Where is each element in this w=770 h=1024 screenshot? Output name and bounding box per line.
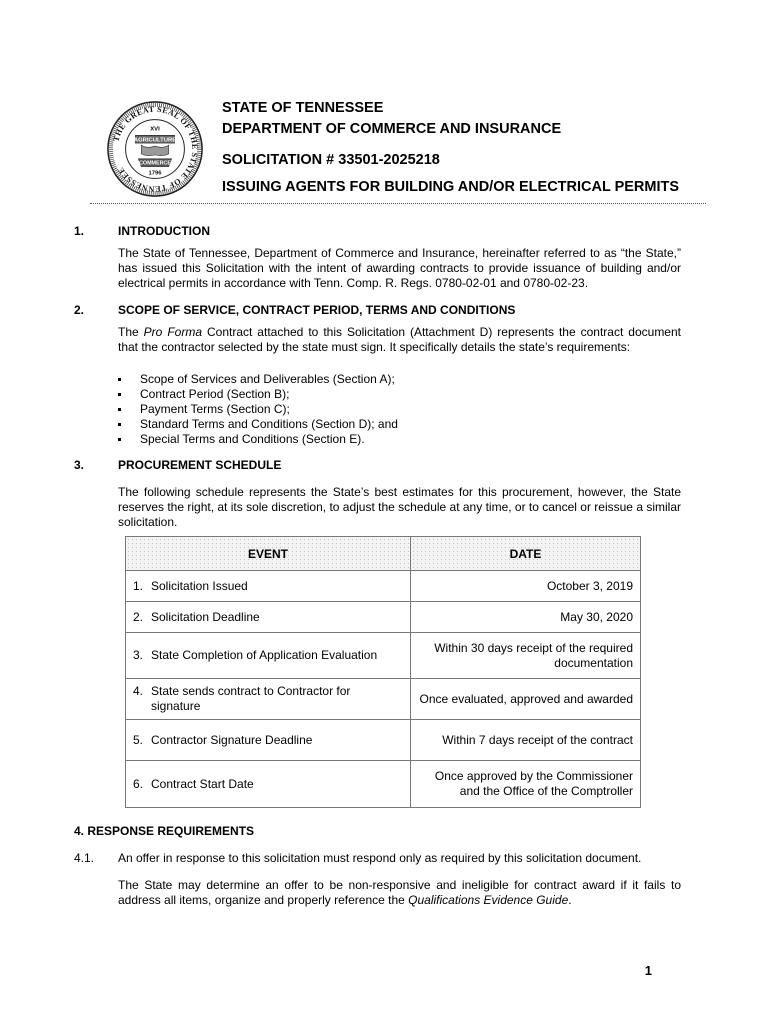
event-text: Solicitation Deadline bbox=[151, 609, 260, 624]
event-text: Contractor Signature Deadline bbox=[151, 732, 313, 747]
section-2-body-italic: Pro Forma bbox=[143, 325, 202, 339]
date-cell: Within 7 days receipt of the contract bbox=[411, 720, 641, 761]
tennessee-seal-logo bbox=[106, 100, 204, 198]
seal-agriculture: AGRICULTURE bbox=[133, 137, 177, 144]
table-row bbox=[126, 602, 641, 633]
date-cell: Once approved by the Commissioner and the Office of the Comptroller bbox=[411, 761, 641, 808]
table-row bbox=[126, 633, 641, 679]
section-1-number: 1. bbox=[74, 224, 85, 238]
solicitation-number: SOLICITATION # 33501-2025218 bbox=[222, 152, 440, 168]
solicitation-subject: ISSUING AGENTS FOR BUILDING AND/OR ELECTRICAL PERMITS bbox=[222, 179, 680, 195]
bullet-item: Payment Terms (Section C); bbox=[118, 402, 398, 417]
event-cell bbox=[126, 761, 411, 808]
bullet-item: Standard Terms and Conditions (Section D); and bbox=[118, 417, 398, 432]
event-number: 1. bbox=[133, 578, 144, 593]
column-header-event: EVENT bbox=[126, 537, 411, 571]
event-number: 2. bbox=[133, 609, 144, 624]
section-2-body-post: Contract attached to this Solicitation (Attachment D) represents the contract document that the contractor selected by the state must sign. It specifically details the state’s requirements: bbox=[118, 325, 681, 354]
section-2-title: SCOPE OF SERVICE, CONTRACT PERIOD, TERMS AND CONDITIONS bbox=[118, 303, 516, 317]
section-2-number: 2. bbox=[74, 303, 85, 317]
seal-xvi: XVI bbox=[150, 126, 160, 133]
date-cell: Once evaluated, approved and awarded bbox=[411, 679, 641, 720]
date-cell: October 3, 2019 bbox=[411, 571, 641, 602]
table-row bbox=[126, 571, 641, 602]
event-number: 4. bbox=[133, 684, 144, 698]
table-header-row bbox=[126, 537, 641, 571]
event-number: 6. bbox=[133, 776, 144, 791]
seal-commerce: COMMERCE bbox=[139, 160, 171, 167]
item-4-1-number: 4.1. bbox=[74, 851, 95, 865]
section-4-para-post: . bbox=[568, 893, 572, 907]
department-title: DEPARTMENT OF COMMERCE AND INSURANCE bbox=[222, 121, 562, 137]
state-title: STATE OF TENNESSEE bbox=[222, 100, 384, 116]
table-row bbox=[126, 679, 641, 720]
table-row bbox=[126, 720, 641, 761]
section-2-body-pre: The bbox=[118, 325, 144, 339]
section-1-title: INTRODUCTION bbox=[118, 224, 210, 238]
event-number: 3. bbox=[133, 648, 144, 662]
section-1-body: The State of Tennessee, Department of Commerce and Insurance, hereinafter referred to as “the State,” has issued this Solicitation with the intent of awarding contracts to provide issuance of building and/or electrical permits in accordance with Tenn. Comp. R. Regs. 0780-02-01 and 0780-02-23. bbox=[118, 246, 681, 290]
section-2-body bbox=[118, 325, 681, 355]
header-divider bbox=[90, 203, 706, 204]
section-4-title: 4. RESPONSE REQUIREMENTS bbox=[74, 824, 255, 838]
date-cell: May 30, 2020 bbox=[411, 602, 641, 633]
page-number: 1 bbox=[644, 963, 652, 978]
event-text: State Completion of Application Evaluation bbox=[151, 648, 378, 662]
column-header-date: DATE bbox=[411, 537, 641, 571]
section-3-number: 3. bbox=[74, 458, 85, 472]
event-cell bbox=[126, 602, 411, 633]
event-text: State sends contract to Contractor for signature bbox=[151, 684, 351, 713]
event-number: 5. bbox=[133, 732, 144, 747]
seal-year: 1796 bbox=[148, 170, 162, 177]
section-3-body: The following schedule represents the State’s best estimates for this procurement, however, the State reserves the right, at its sole discretion, to adjust the schedule at any time, or to cancel or reissue a similar solicitation. bbox=[118, 485, 681, 529]
date-cell: Within 30 days receipt of the required documentation bbox=[411, 633, 641, 679]
event-text: Solicitation Issued bbox=[151, 578, 248, 593]
event-cell bbox=[126, 633, 411, 679]
bullet-item: Scope of Services and Deliverables (Section A); bbox=[118, 372, 398, 387]
procurement-schedule-table bbox=[125, 536, 641, 808]
section-4-paragraph bbox=[118, 878, 681, 908]
bullet-item: Special Terms and Conditions (Section E). bbox=[118, 432, 398, 447]
table-row bbox=[126, 761, 641, 808]
event-cell bbox=[126, 679, 411, 720]
event-cell bbox=[126, 571, 411, 602]
section-4-para-pre: The State may determine an offer to be non-responsive and ineligible for contract award if it fails to address all items, organize and properly reference the bbox=[118, 878, 681, 907]
item-4-1-text: An offer in response to this solicitation must respond only as required by this solicitation document. bbox=[118, 851, 642, 865]
qualifications-guide-reference: Qualifications Evidence Guide bbox=[408, 893, 569, 907]
scope-bullet-list bbox=[118, 372, 398, 447]
event-text: Contract Start Date bbox=[151, 776, 254, 791]
seal-outer-text: THE GREAT SEAL OF THE STATE OF TENNESSEE bbox=[111, 104, 200, 194]
bullet-item: Contract Period (Section B); bbox=[118, 387, 398, 402]
event-cell bbox=[126, 720, 411, 761]
section-3-title: PROCUREMENT SCHEDULE bbox=[118, 458, 282, 472]
